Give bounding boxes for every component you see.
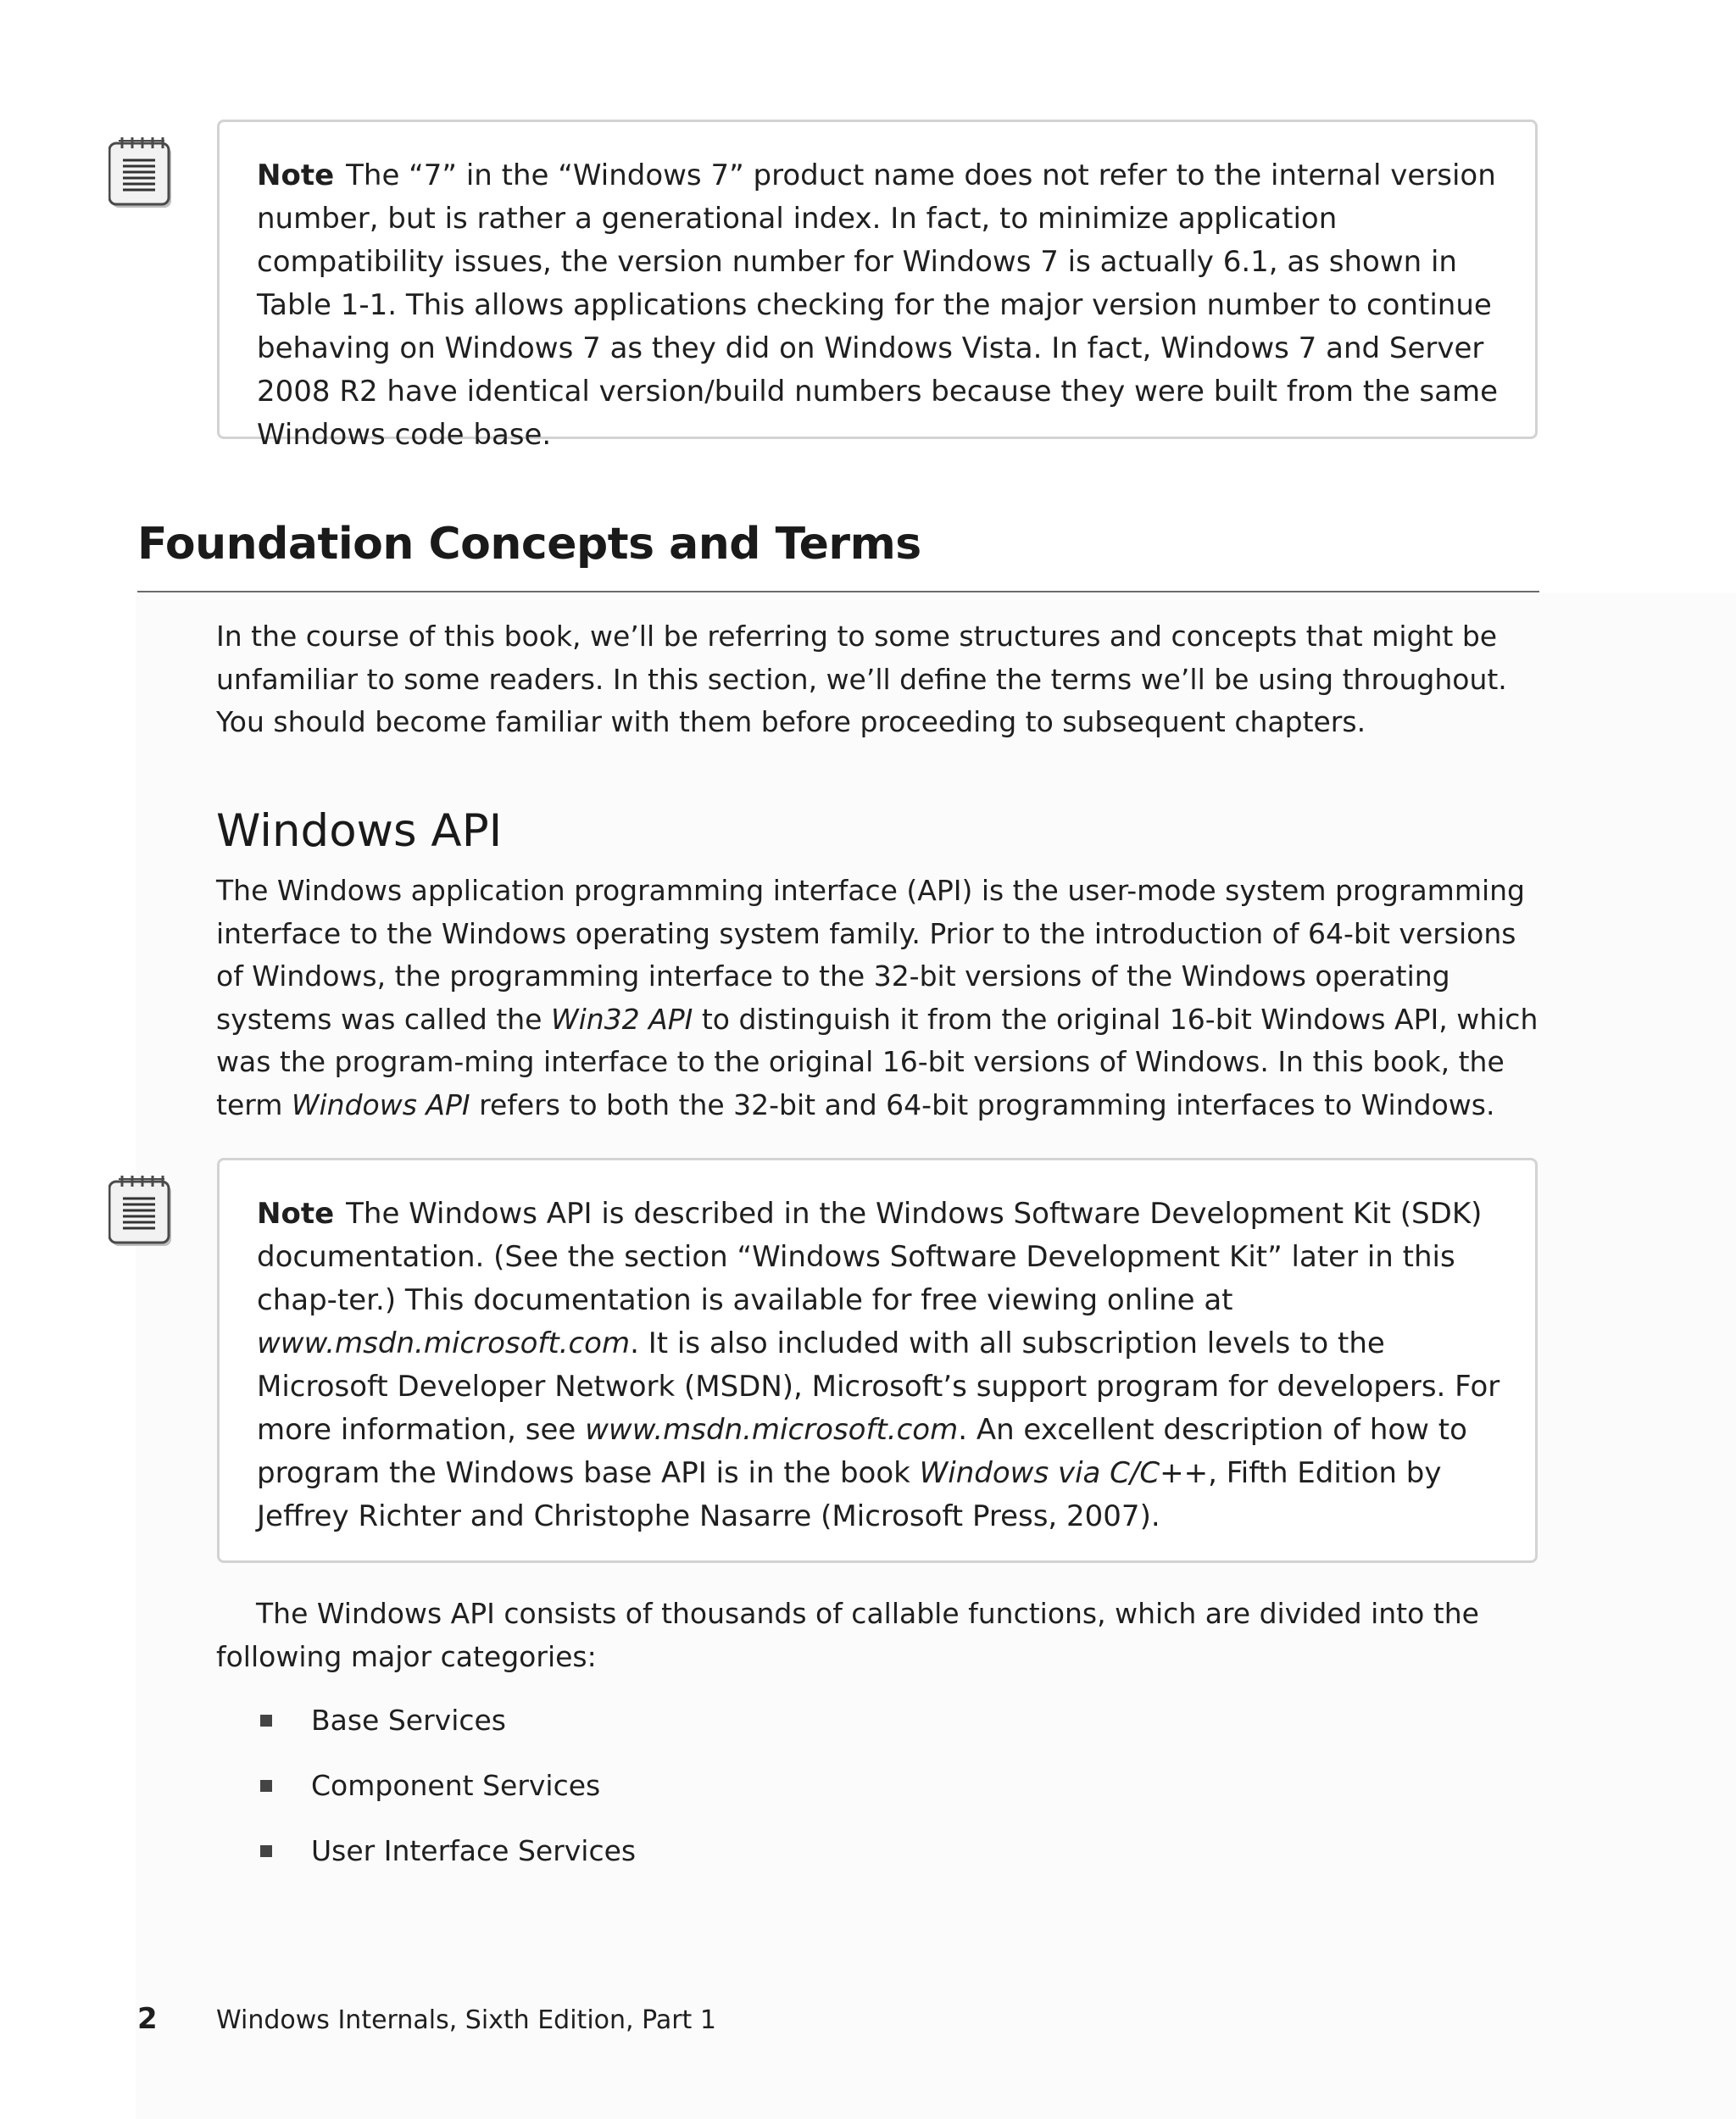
note-label: Note — [257, 1197, 335, 1231]
note-icon — [108, 1175, 176, 1249]
bullet-icon — [260, 1780, 272, 1792]
api-text-1: The Windows application programming interface (API) is the user-mode system programming interface to the Windows operating system family. Prior to the introduction of 64-bit versions of Windows, the programming interface to the 32-bit versions of the Windows operating systems was called the — [216, 874, 1526, 1036]
note-text — [257, 154, 1501, 457]
book-title-ref: Windows via C/C++ — [919, 1456, 1209, 1490]
list-item — [216, 1699, 636, 1765]
section-divider — [137, 591, 1539, 592]
note-label: Note — [257, 159, 335, 192]
category-list — [216, 1699, 636, 1895]
note-icon — [108, 136, 176, 211]
msdn-link[interactable]: www.msdn.microsoft.com — [257, 1326, 631, 1360]
api-text-3: refers to both the 32-bit and 64-bit programming interfaces to Windows. — [470, 1087, 1495, 1121]
bullet-icon — [260, 1715, 272, 1727]
list-item-label: User Interface Services — [311, 1834, 637, 1867]
api-paragraph — [216, 870, 1543, 1126]
page-number: 2 — [137, 2002, 158, 2036]
term-win32-api: Win32 API — [550, 1002, 693, 1036]
bullet-icon — [260, 1845, 272, 1857]
note-box — [217, 1158, 1538, 1563]
list-item — [216, 1830, 636, 1895]
term-windows-api: Windows API — [291, 1087, 470, 1121]
note-text — [257, 1193, 1501, 1538]
categories-intro: The Windows API consists of thousands of callable functions, which are divided into the following major categories: — [216, 1597, 1479, 1673]
list-item — [216, 1765, 636, 1830]
note-body-3: . An excellent description of how to program the Windows base API is in the book — [257, 1413, 1467, 1490]
note-body-1: The Windows API is described in the Windows Software Development Kit (SDK) documentation. (See the section “Windows Software Development Kit” later in this chap-ter.) This documentation is available for free viewing online at — [257, 1197, 1483, 1317]
list-item-label: Component Services — [311, 1769, 601, 1802]
intro-paragraph: In the course of this book, we’ll be referring to some structures and concepts that might be unfamiliar to some readers. In this section, we’ll define the terms we’ll be using throughout. You should become familiar with them before proceeding to subsequent chapters. — [216, 620, 1507, 738]
subsection-heading: Windows API — [216, 805, 503, 857]
note-box — [217, 120, 1538, 452]
list-item-label: Base Services — [311, 1704, 507, 1737]
running-footer-title: Windows Internals, Sixth Edition, Part 1 — [216, 2005, 716, 2035]
note-body-4: , Fifth Edition by Jeffrey Richter and Christophe Nasarre (Microsoft Press, 2007). — [257, 1456, 1442, 1533]
note-body: The “7” in the “Windows 7” product name does not refer to the internal version number, but is rather a generational index. In fact, to minimize application compatibility issues, the version number for Windows 7 is actually 6.1, as shown in Table 1-1. This allows applications checking for the major version number to continue behaving on Windows 7 as they did on Windows Vista. In fact, Windows 7 and Server 2008 R2 have identical version/build numbers because they were built from the same Windows code base. — [257, 159, 1499, 452]
msdn-link[interactable]: www.msdn.microsoft.com — [585, 1413, 959, 1447]
api-text-2: to distinguish it from the original 16-bit Windows API, which was the program-ming interface to the original 16-bit versions of Windows. In this book, the term — [216, 1002, 1538, 1121]
note-body-2: . It is also included with all subscription levels to the Microsoft Developer Network (MSDN), Microsoft’s support program for developers. For more information, see — [257, 1326, 1500, 1447]
section-heading: Foundation Concepts and Terms — [137, 519, 921, 570]
